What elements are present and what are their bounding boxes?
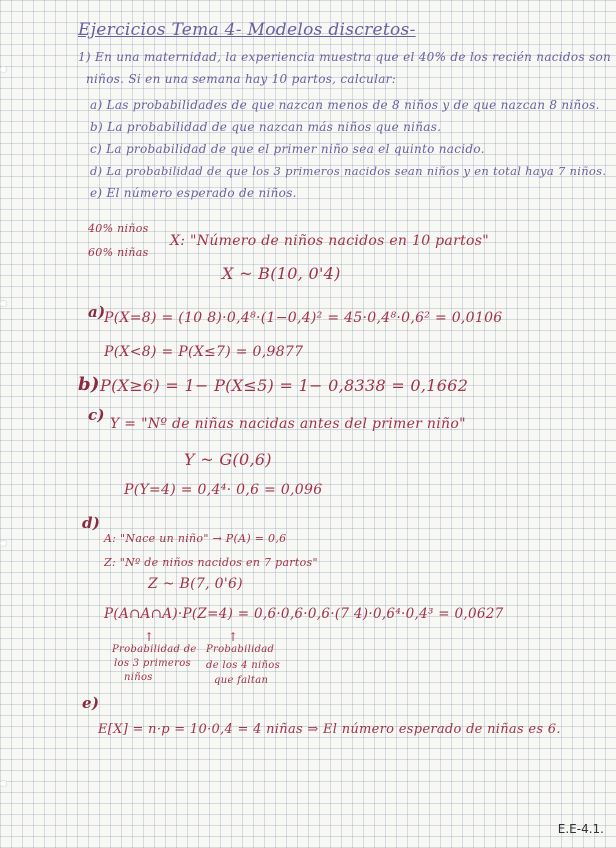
note-first-three: los 3 primeros (114, 658, 191, 669)
arrow-icon: ↑ (144, 630, 155, 644)
statement-line: 1) En una maternidad, la experiencia muestra que el 40% de los recién nacidos son (78, 50, 612, 64)
part-c-label: c) (88, 406, 105, 424)
binder-hole (0, 780, 7, 787)
note-remaining-four: de los 4 niños (206, 660, 280, 671)
part-b-label: b) (78, 374, 100, 395)
statement-item: d) La probabilidad de que los 3 primeros nacidos sean niños y en total haya 7 niños. (90, 164, 607, 178)
part-a-label: a) (88, 303, 106, 321)
part-a-eq1: P(X=8) = (10 8)·0,4⁸·(1−0,4)² = 45·0,4⁸·0,6² = 0,0106 (104, 310, 503, 326)
note-first-three: niños (124, 672, 153, 683)
part-a-eq2: P(X<8) = P(X≤7) = 0,9877 (104, 344, 304, 360)
page-title: Ejercicios Tema 4- Modelos discretos- (78, 20, 416, 40)
given-ninos: 40% niños (88, 222, 149, 235)
distribution-x: X ~ B(10, 0'4) (222, 264, 341, 283)
distribution-z: Z ~ B(7, 0'6) (148, 576, 243, 592)
variable-z: Z: "Nº de niños nacidos en 7 partos" (104, 556, 318, 569)
variable-x: X: "Número de niños nacidos en 10 partos" (170, 233, 489, 249)
statement-item: a) Las probabilidades de que nazcan menos de 8 niños y de que nazcan 8 niños. (90, 98, 600, 112)
part-b-eq1: P(X≥6) = 1− P(X≤5) = 1− 0,8338 = 0,1662 (100, 376, 469, 395)
part-e-eq1: E[X] = n·p = 10·0,4 = 4 niñas ⇒ El número esperado de niñas es 6. (98, 722, 561, 737)
arrow-icon: ↑ (228, 630, 239, 644)
event-a: A: "Nace un niño" → P(A) = 0,6 (104, 532, 287, 545)
statement-item: b) La probabilidad de que nazcan más niños que niñas. (90, 120, 442, 134)
binder-hole (0, 540, 7, 547)
statement-item: c) La probabilidad de que el primer niño sea el quinto nacido. (90, 142, 485, 156)
note-remaining-four: que faltan (214, 675, 269, 686)
statement-item: e) El número esperado de niños. (90, 186, 297, 200)
given-ninas: 60% niñas (88, 246, 149, 259)
statement-line: niños. Si en una semana hay 10 partos, calcular: (86, 72, 397, 86)
distribution-y: Y ~ G(0,6) (184, 450, 272, 469)
binder-hole (0, 66, 7, 73)
part-d-label: d) (82, 514, 101, 532)
binder-hole (0, 300, 7, 307)
part-d-eq1: P(A∩A∩A)·P(Z=4) = 0,6·0,6·0,6·(7 4)·0,6⁴·0,4³ = 0,0627 (104, 606, 504, 622)
note-first-three: Probabilidad de (112, 644, 197, 655)
part-c-eq1: P(Y=4) = 0,4⁴· 0,6 = 0,096 (124, 482, 323, 498)
variable-y: Y = "Nº de niñas nacidas antes del primer niño" (110, 416, 466, 432)
note-remaining-four: Probabilidad (206, 644, 275, 655)
part-e-label: e) (82, 694, 100, 712)
page-signature: E.E-4.1. (557, 822, 604, 836)
